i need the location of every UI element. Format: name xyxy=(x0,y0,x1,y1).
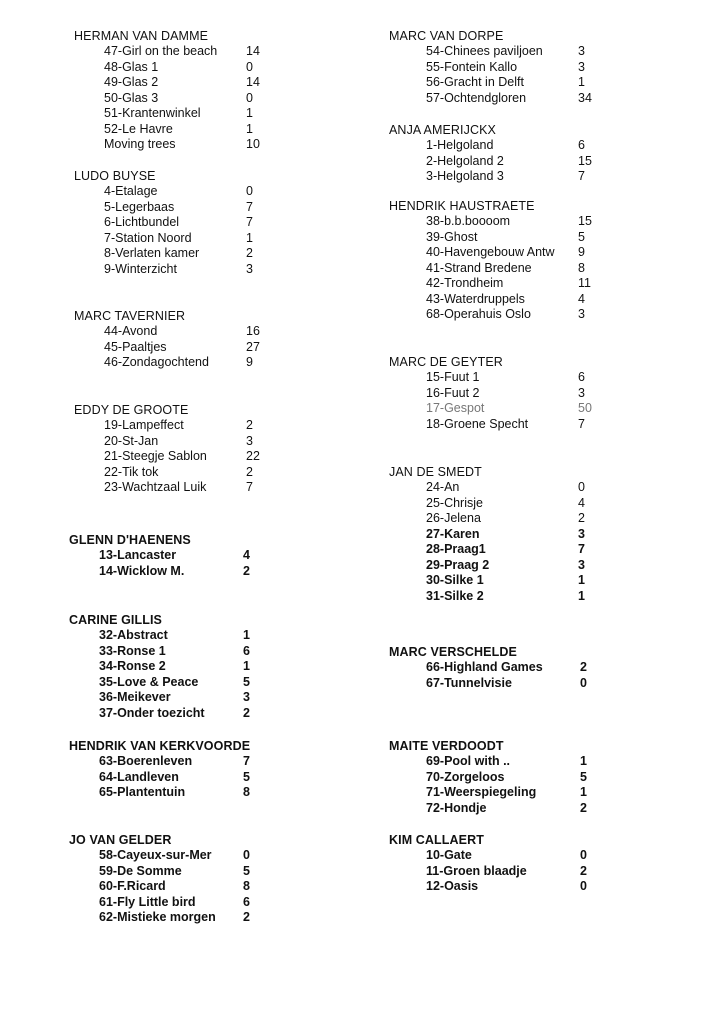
entry-score: 4 xyxy=(578,495,585,510)
entry-row xyxy=(0,214,592,230)
entry-title: 37-Onder toezicht xyxy=(99,705,205,720)
entry-title: 31-Silke 2 xyxy=(426,588,484,603)
entry-title: 63-Boerenleven xyxy=(99,754,193,768)
entry-score: 27 xyxy=(246,339,260,354)
entry-row xyxy=(0,307,585,323)
entry-title: 54-Chinees paviljoen xyxy=(426,44,543,58)
entry-title: 11-Groen blaadje xyxy=(426,863,527,878)
photographer-name: HENDRIK VAN KERKVOORDE xyxy=(69,739,251,753)
photographer-name: EDDY DE GROOTE xyxy=(74,403,189,417)
entry-score: 2 xyxy=(243,910,250,924)
entry-score: 14 xyxy=(246,75,260,89)
entry-score: 0 xyxy=(580,879,587,893)
entry-title: 65-Plantentuin xyxy=(99,785,186,799)
entry-score: 7 xyxy=(578,416,585,431)
entry-score: 10 xyxy=(246,137,260,151)
entry-title: 40-Havengebouw Antw xyxy=(426,245,555,259)
entry-score: 6 xyxy=(243,643,250,658)
entry-score: 9 xyxy=(246,355,253,369)
entry-title: 64-Landleven xyxy=(99,769,179,784)
entry-score: 2 xyxy=(246,246,253,260)
entry-title: 6-Lichtbundel xyxy=(104,215,180,229)
entry-score: 0 xyxy=(246,184,253,198)
entry-score: 14 xyxy=(246,44,260,58)
entry-title: 33-Ronse 1 xyxy=(99,643,166,658)
entry-score: 1 xyxy=(580,785,587,799)
entry-score: 3 xyxy=(578,385,585,400)
entry-title: 61-Fly Little bird xyxy=(99,894,196,909)
entry-score: 5 xyxy=(243,863,250,878)
entry-title: 59-De Somme xyxy=(99,863,182,878)
entry-title: 47-Girl on the beach xyxy=(104,44,218,58)
entry-title: 68-Operahuis Oslo xyxy=(426,307,531,321)
entry-title: 7-Station Noord xyxy=(104,230,192,245)
entry-score: 5 xyxy=(243,674,250,689)
entry-title: 5-Legerbaas xyxy=(104,199,175,214)
entry-row xyxy=(0,370,585,386)
entry-score: 1 xyxy=(578,588,585,603)
entry-score: 2 xyxy=(580,800,587,815)
entry-score: 7 xyxy=(578,542,585,556)
entry-title: 22-Tik tok xyxy=(104,464,159,479)
entry-score: 6 xyxy=(578,370,585,384)
photographer-name: KIM CALLAERT xyxy=(389,833,484,847)
entry-title: 42-Trondheim xyxy=(426,276,504,290)
entry-score: 5 xyxy=(580,769,587,784)
entry-score: 16 xyxy=(246,324,260,338)
entry-score: 15 xyxy=(578,214,592,228)
entry-score: 2 xyxy=(243,705,250,720)
entry-score: 3 xyxy=(246,261,253,276)
entry-score: 1 xyxy=(243,628,250,642)
entry-score: 2 xyxy=(243,563,250,578)
entry-score: 2 xyxy=(246,418,253,432)
entry-title: 55-Fontein Kallo xyxy=(426,59,518,74)
entry-row xyxy=(0,495,585,512)
entry-score: 3 xyxy=(578,44,585,58)
entry-row xyxy=(0,588,585,605)
entry-title: 45-Paaltjes xyxy=(104,339,167,354)
entry-title: 35-Love & Peace xyxy=(99,674,199,689)
entry-score: 4 xyxy=(243,548,250,562)
entry-title: 71-Weerspiegeling xyxy=(426,785,537,799)
entry-score: 1 xyxy=(243,659,250,673)
photographer-name: CARINE GILLIS xyxy=(69,613,162,627)
entry-title: 36-Meikever xyxy=(99,690,171,704)
entry-title: 14-Wicklow M. xyxy=(99,563,185,578)
entry-row xyxy=(0,276,591,292)
entry-title: 8-Verlaten kamer xyxy=(104,246,200,260)
entry-title: 66-Highland Games xyxy=(426,660,543,674)
entry-score: 5 xyxy=(243,769,250,784)
entry-score: 3 xyxy=(578,59,585,74)
entry-score: 0 xyxy=(580,675,587,690)
entry-title: 56-Gracht in Delft xyxy=(426,75,524,89)
entry-title: 25-Chrisje xyxy=(426,495,483,510)
entry-title: 1-Helgoland xyxy=(426,138,494,152)
entry-score: 3 xyxy=(578,526,585,541)
entry-title: 21-Steegje Sablon xyxy=(104,449,207,463)
entry-score: 1 xyxy=(580,754,587,768)
entry-score: 2 xyxy=(580,863,587,878)
entry-title: 58-Cayeux-sur-Mer xyxy=(99,848,212,862)
entry-score: 7 xyxy=(246,199,253,214)
photographer-name: HENDRIK HAUSTRAETE xyxy=(389,199,535,213)
entry-score: 22 xyxy=(246,449,260,463)
entry-title: 19-Lampeffect xyxy=(104,418,184,432)
entry-row xyxy=(0,511,585,527)
photographer-name: LUDO BUYSE xyxy=(74,169,156,183)
entry-score: 3 xyxy=(246,433,253,448)
entry-score: 11 xyxy=(578,276,591,290)
entry-title: 72-Hondje xyxy=(426,800,487,815)
entry-title: 2-Helgoland 2 xyxy=(426,153,504,168)
entry-row xyxy=(0,291,585,308)
entry-score: 15 xyxy=(578,153,592,168)
entry-score: 3 xyxy=(578,557,585,572)
entry-title: 43-Waterdruppels xyxy=(426,291,525,306)
entry-title: 48-Glas 1 xyxy=(104,59,159,74)
entry-row xyxy=(0,385,585,402)
photographer-name: JAN DE SMEDT xyxy=(389,465,482,479)
entry-score: 5 xyxy=(578,229,585,244)
entry-score: 1 xyxy=(246,121,253,136)
entry-title: 3-Helgoland 3 xyxy=(426,169,504,183)
entry-title: 10-Gate xyxy=(426,848,472,862)
entry-row xyxy=(0,153,592,170)
entry-title: 28-Praag1 xyxy=(426,542,486,556)
entry-score: 3 xyxy=(578,307,585,321)
entry-title: 30-Silke 1 xyxy=(426,573,484,587)
photographer-name: MARC DE GEYTER xyxy=(389,355,503,369)
entry-title: 24-An xyxy=(426,480,460,494)
entry-score: 34 xyxy=(578,90,592,105)
photographer-name: HERMAN VAN DAMME xyxy=(74,29,209,43)
entry-score: 6 xyxy=(243,894,250,909)
entry-title: 23-Wachtzaal Luik xyxy=(104,480,207,494)
entry-title: 4-Etalage xyxy=(104,184,158,198)
entry-score: 1 xyxy=(246,106,253,120)
entry-title: 38-b.b.boooom xyxy=(426,214,511,228)
entry-score: 8 xyxy=(243,879,250,893)
entry-title: 57-Ochtendgloren xyxy=(426,90,527,105)
photographer-name: ANJA AMERIJCKX xyxy=(389,123,496,137)
entry-score: 4 xyxy=(578,291,585,306)
entry-title: 39-Ghost xyxy=(426,229,478,244)
photographer-name: MARC TAVERNIER xyxy=(74,309,186,323)
entry-score: 8 xyxy=(578,260,585,275)
entry-score: 0 xyxy=(246,90,253,105)
entry-score: 6 xyxy=(578,138,585,152)
entry-title: 62-Mistieke morgen xyxy=(99,910,216,924)
entry-title: 26-Jelena xyxy=(426,511,481,525)
entry-title: 41-Strand Bredene xyxy=(426,260,532,275)
entry-title: 34-Ronse 2 xyxy=(99,659,166,673)
entry-score: 2 xyxy=(246,464,253,479)
entry-title: 27-Karen xyxy=(426,526,480,541)
photographer-name: MAITE VERDOODT xyxy=(389,739,504,753)
entry-score: 8 xyxy=(243,785,250,799)
entry-title: 46-Zondagochtend xyxy=(104,355,209,369)
entry-title: 17-Gespot xyxy=(426,401,485,415)
entry-score: 2 xyxy=(580,660,587,674)
entry-score: 2 xyxy=(578,511,585,525)
entry-title: 18-Groene Specht xyxy=(426,416,529,431)
entry-score: 7 xyxy=(243,754,250,768)
entry-title: 44-Avond xyxy=(104,324,158,338)
entry-score: 0 xyxy=(243,848,250,862)
entry-score: 1 xyxy=(578,75,585,89)
entry-title: 50-Glas 3 xyxy=(104,90,159,105)
photographer-name: JO VAN GELDER xyxy=(69,833,172,847)
entry-title: 60-F.Ricard xyxy=(99,879,166,893)
entry-score: 7 xyxy=(578,169,585,183)
entry-title: 51-Krantenwinkel xyxy=(104,106,201,120)
entry-score: 1 xyxy=(578,573,585,587)
entry-title: 20-St-Jan xyxy=(104,433,159,448)
entry-title: 69-Pool with .. xyxy=(426,754,511,768)
entry-score: 9 xyxy=(578,245,585,259)
entry-title: 32-Abstract xyxy=(99,628,168,642)
entry-title: 15-Fuut 1 xyxy=(426,370,480,384)
entry-score: 0 xyxy=(246,59,253,74)
entry-row xyxy=(0,260,585,277)
photographer-name: GLENN D'HAENENS xyxy=(69,533,191,547)
entry-score: 1 xyxy=(246,230,253,245)
entry-title: 52-Le Havre xyxy=(104,121,173,136)
entry-score: 7 xyxy=(246,215,253,229)
entry-title: 67-Tunnelvisie xyxy=(426,675,512,690)
entry-score: 7 xyxy=(246,480,253,494)
entry-title: 12-Oasis xyxy=(426,879,479,893)
entry-title: 70-Zorgeloos xyxy=(426,769,505,784)
entry-title: 13-Lancaster xyxy=(99,548,177,562)
entry-score: 0 xyxy=(578,480,585,494)
entry-score: 3 xyxy=(243,690,250,704)
entry-score: 50 xyxy=(578,401,592,415)
entry-title: 16-Fuut 2 xyxy=(426,385,480,400)
entry-row xyxy=(0,800,587,817)
photographer-name: MARC VAN DORPE xyxy=(389,29,504,43)
entry-title: Moving trees xyxy=(104,137,176,151)
photographer-name: MARC VERSCHELDE xyxy=(389,645,517,659)
entry-title: 29-Praag 2 xyxy=(426,557,490,572)
entry-title: 9-Winterzicht xyxy=(104,261,177,276)
entry-title: 49-Glas 2 xyxy=(104,75,159,89)
entry-score: 0 xyxy=(580,848,587,862)
entry-row xyxy=(0,573,585,589)
